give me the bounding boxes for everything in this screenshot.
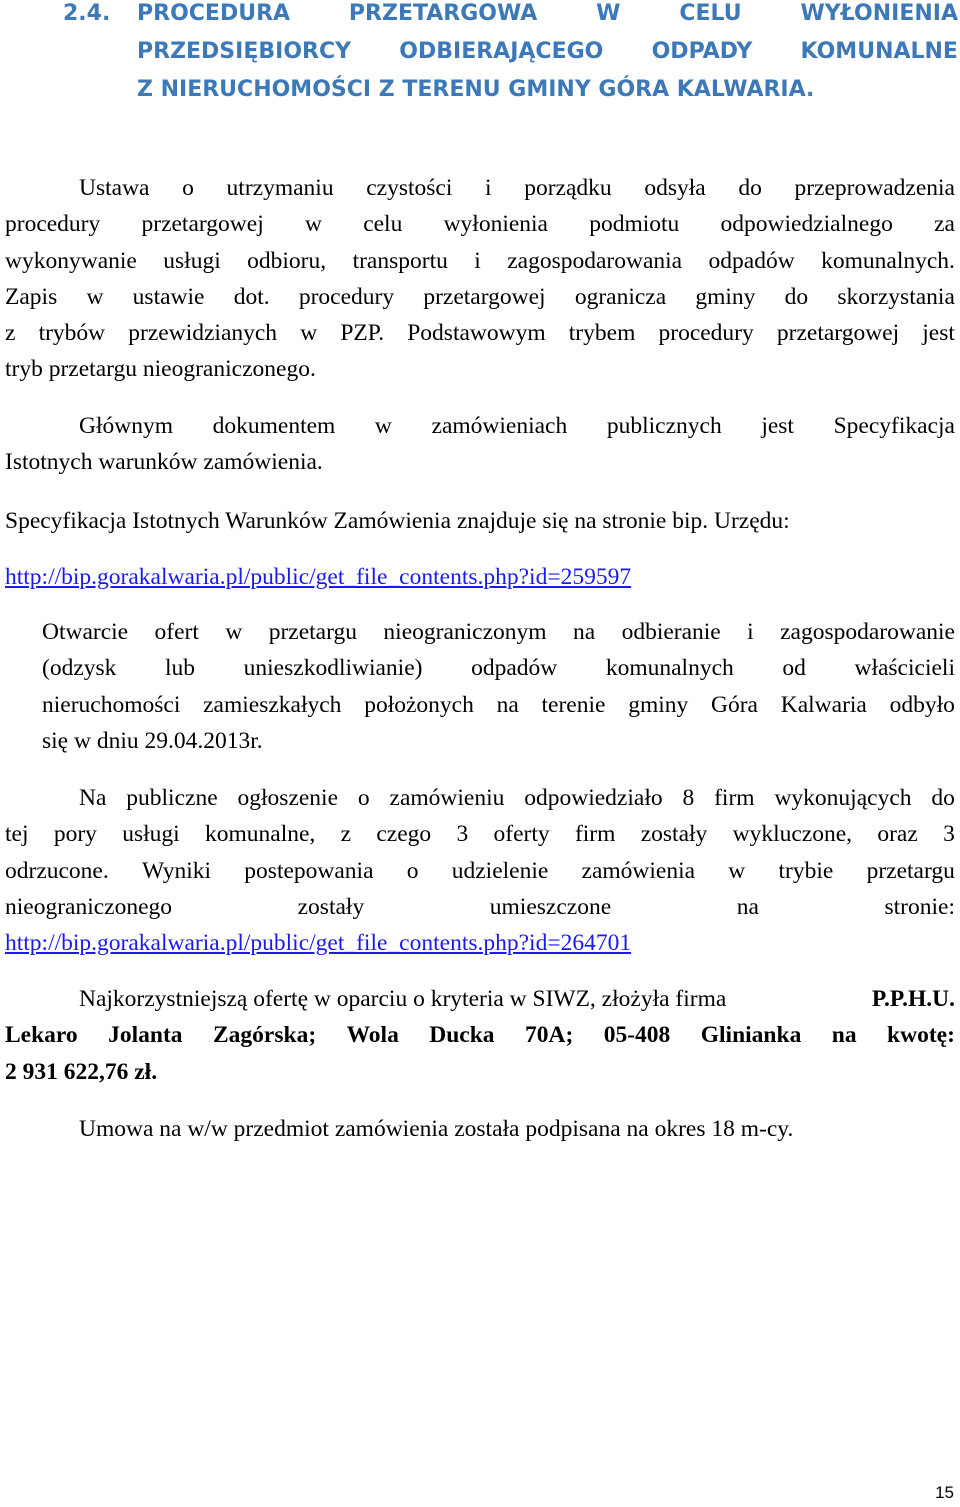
word: na [496, 691, 519, 718]
word: CELU [679, 1, 742, 26]
para2-line-2: Istotnych warunków zamówienia. [5, 449, 323, 476]
word: zamówieniach [431, 413, 568, 439]
word: do [931, 785, 955, 811]
heading-line-1 [137, 0, 958, 33]
para1-line-3 [5, 243, 955, 279]
para1-line-2 [5, 206, 955, 242]
word: przetargowej [141, 211, 264, 238]
para4-line-3 [42, 687, 955, 723]
word: do [784, 283, 809, 310]
word: jest [922, 320, 955, 347]
word: oraz [877, 821, 918, 848]
word: do [738, 175, 762, 201]
word: WYŁONIENIA [800, 1, 958, 26]
word: trybem [568, 320, 636, 347]
word: zostały [297, 893, 365, 920]
para6-line-1 [5, 981, 955, 1017]
word: trybów [38, 320, 106, 347]
paragraph-najkorzystniejsza [5, 981, 955, 1090]
word: postepowania [244, 857, 374, 884]
word: Głównym [79, 413, 173, 439]
word: ustawie [132, 283, 205, 310]
word: odbioru, [247, 247, 327, 274]
word: czego [376, 821, 432, 848]
para6-line-1-text: Najkorzystniejszą ofertę w oparciu o kryteria w SIWZ, złożyła firma [79, 986, 727, 1012]
word: w [225, 619, 243, 645]
word: przewidzianych [128, 320, 278, 347]
word: (odzysk [42, 655, 117, 682]
word: KOMUNALNE [800, 39, 958, 64]
paragraph-ogloszenie [5, 780, 955, 961]
word: odpadów [471, 655, 558, 682]
word: udzielenie [451, 857, 549, 884]
word: podmiotu [589, 211, 680, 238]
word: PRZETARGOWA [348, 1, 538, 26]
para2-line-1 [5, 408, 955, 444]
word: o [182, 175, 194, 201]
word: publiczne [126, 785, 218, 811]
word: odpadów [708, 247, 795, 274]
word: pory [53, 821, 97, 848]
word: zagospodarowanie [780, 619, 955, 645]
word: PRZEDSIĘBIORCY [137, 39, 352, 64]
word: firm [574, 821, 616, 848]
para4-line-2 [42, 650, 955, 686]
results-link[interactable]: http://bip.gorakalwaria.pl/public/get_file_contents.php?id=264701 [5, 930, 632, 957]
word: procedury [298, 283, 395, 310]
word: 3 [456, 821, 469, 848]
word: 05-408 [603, 1022, 671, 1049]
word: PROCEDURA [137, 1, 291, 26]
contract-amount: 2 931 622,76 zł. [5, 1058, 158, 1085]
word: na [831, 1022, 857, 1049]
word: zamówieniu [389, 785, 505, 811]
siwz-link[interactable]: http://bip.gorakalwaria.pl/public/get_file_contents.php?id=259597 [5, 564, 632, 590]
word: W [596, 1, 621, 26]
word: i [474, 247, 481, 274]
word: Specyfikacja [833, 413, 955, 439]
word: Lekaro [5, 1022, 78, 1049]
word: o [406, 857, 419, 884]
word: procedury [5, 211, 101, 238]
para4-line-1 [42, 614, 955, 650]
word: kwotę: [887, 1022, 955, 1049]
word: Wyniki [141, 857, 212, 884]
paragraph-otwarcie-ofert [42, 614, 955, 759]
word: wykonujących [774, 785, 912, 811]
section-heading [63, 0, 958, 109]
para3-text: Specyfikacja Istotnych Warunków Zamówienia znajduje się na stronie bip. Urzędu: [5, 508, 790, 534]
word: Ducka [429, 1022, 495, 1049]
word: ogłoszenie [237, 785, 339, 811]
word: położonych [364, 691, 474, 718]
word: przeprowadzenia [794, 175, 955, 201]
word: Otwarcie [42, 619, 129, 645]
word: firm [714, 785, 755, 811]
paragraph-umowa [79, 1111, 955, 1147]
company-type: P.P.H.U. [871, 986, 955, 1012]
word: utrzymaniu [226, 175, 334, 201]
para5-line-1 [5, 780, 955, 816]
word: zamówienia [581, 857, 696, 884]
word: celu [363, 211, 403, 238]
word: o [357, 785, 370, 811]
word: odbieranie [621, 619, 721, 645]
word: lub [165, 655, 196, 682]
word: odsyła [644, 175, 706, 201]
word: odrzucone. [5, 857, 109, 884]
word: w [374, 413, 392, 439]
word: przetargu [866, 857, 955, 884]
word: usługi [163, 247, 221, 274]
paragraph-siwz-main [5, 408, 955, 481]
word: przetargu [268, 619, 358, 645]
word: czystości [366, 175, 453, 201]
word: z [5, 320, 16, 347]
word: wykluczone, [732, 821, 853, 848]
word: jest [761, 413, 794, 439]
word: w [86, 283, 104, 310]
word: Góra [711, 691, 758, 718]
word: 3 [943, 821, 955, 848]
word: dot. [233, 283, 270, 310]
word: ODPADY [651, 39, 753, 64]
word: 70A; [525, 1022, 574, 1049]
word: właścicieli [854, 655, 955, 682]
word: oferty [493, 821, 550, 848]
word: usługi [122, 821, 180, 848]
word: za [934, 211, 955, 238]
word: odpowiedzialnego [720, 211, 893, 238]
word: z [340, 821, 352, 848]
para5-line-2 [5, 816, 955, 852]
word: transportu [352, 247, 448, 274]
word: skorzystania [837, 283, 955, 310]
word: zostały [640, 821, 708, 848]
word: w [304, 211, 322, 238]
word: tej [5, 821, 29, 848]
word: odpowiedziało [524, 785, 663, 811]
word: stronie: [884, 893, 955, 920]
word: nieograniczonego [5, 893, 173, 920]
para5-line-3 [5, 853, 955, 889]
word: gminy [695, 283, 756, 310]
word: umieszczone [489, 893, 612, 920]
word: Podstawowym [407, 320, 546, 347]
word: Kalwaria [780, 691, 867, 718]
word: odbyło [889, 691, 955, 718]
word: Ustawa [79, 175, 150, 201]
word: ogranicza [574, 283, 667, 310]
word: ofert [154, 619, 199, 645]
word: na [736, 893, 759, 920]
word: unieszkodliwianie) [243, 655, 423, 682]
word: przetargowej [776, 320, 900, 347]
word: PZP. [340, 320, 385, 347]
word: w [728, 857, 746, 884]
page-number: 15 [935, 1483, 954, 1502]
word: dokumentem [212, 413, 336, 439]
word: terenie [541, 691, 606, 718]
word: Jolanta [108, 1022, 183, 1049]
word: ODBIERAJĄCEGO [399, 39, 604, 64]
para7-text: Umowa na w/w przedmiot zamówienia została podpisana na okres 18 m-cy. [79, 1116, 794, 1142]
word: publicznych [606, 413, 722, 439]
para1-line-4 [5, 279, 955, 315]
word: 8 [682, 785, 695, 811]
word: komunalnych [605, 655, 734, 682]
word: komunalne, [204, 821, 316, 848]
word: zamieszkałych [203, 691, 342, 718]
para6-line-2 [5, 1017, 955, 1053]
word: Zagórska; [213, 1022, 317, 1049]
paragraph-siwz-location [5, 501, 955, 597]
word: nieograniczonym [383, 619, 547, 645]
word: porządku [524, 175, 612, 201]
word: gminy [628, 691, 689, 718]
word: przetargowej [423, 283, 546, 310]
para1-line-1 [5, 170, 955, 206]
section-number: 2.4. [63, 1, 111, 26]
word: Na [79, 785, 107, 811]
word: i [747, 619, 754, 645]
word: procedury [658, 320, 754, 347]
word: zagospodarowania [507, 247, 683, 274]
word: w [300, 320, 318, 347]
word: trybie [778, 857, 834, 884]
word: nieruchomości [42, 691, 181, 718]
heading-line-3: Z NIERUCHOMOŚCI Z TERENU GMINY GÓRA KALWARIA. [137, 77, 815, 102]
word: komunalnych. [821, 247, 955, 274]
para4-line-4: się w dniu 29.04.2013r. [42, 727, 263, 754]
word: Zapis [5, 283, 58, 310]
heading-line-2 [137, 33, 958, 71]
word: Wola [346, 1022, 399, 1049]
word: i [485, 175, 492, 201]
paragraph-ustawa [5, 170, 955, 388]
para5-line-4 [5, 889, 955, 925]
word: wykonywanie [5, 247, 137, 274]
word: Glinianka [700, 1022, 802, 1049]
word: wyłonienia [443, 211, 548, 238]
word: od [782, 655, 806, 682]
word: na [572, 619, 596, 645]
para1-line-5 [5, 315, 955, 351]
para1-line-6: tryb przetargu nieograniczonego. [5, 356, 316, 383]
